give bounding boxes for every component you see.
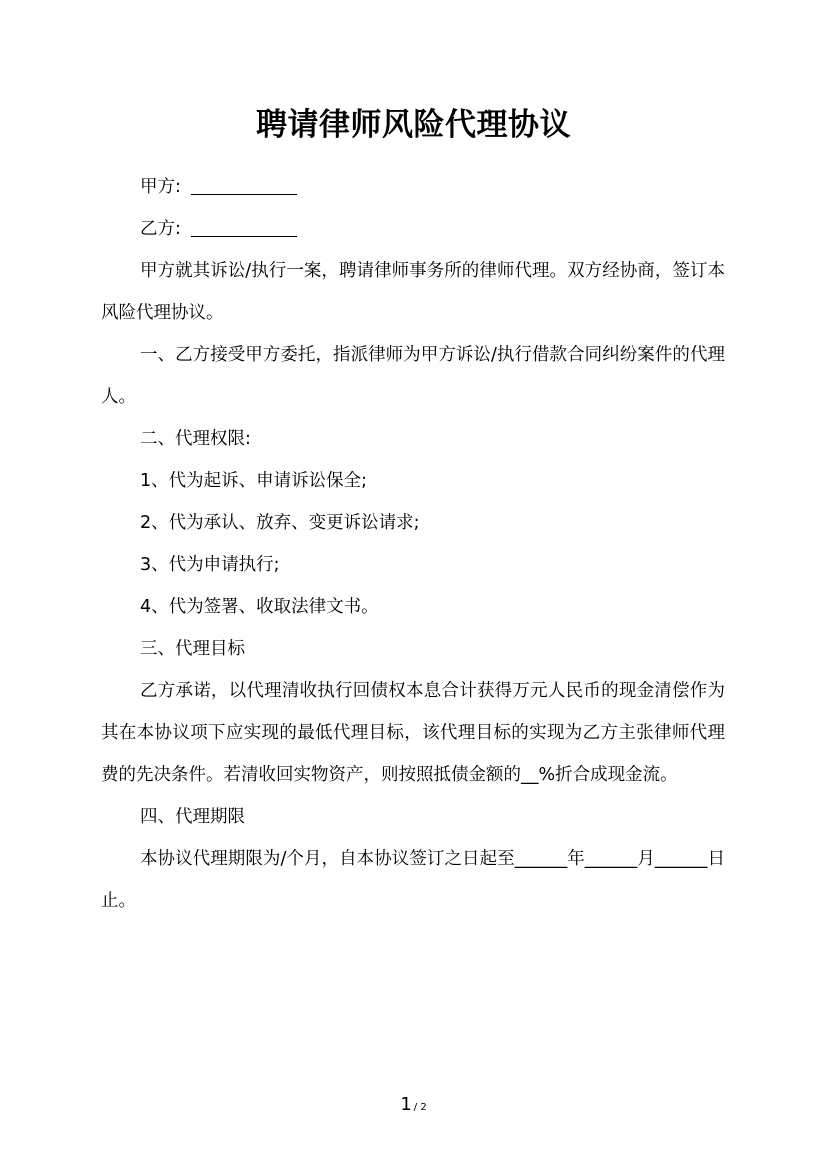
page-number (0, 1094, 827, 1115)
party-b-line (101, 208, 725, 250)
party-b-blank (191, 216, 297, 237)
section-3-heading: 三、代理目标 (140, 639, 245, 659)
document-body (101, 166, 725, 922)
authority-item-2: 2、代为承认、放弃、变更诉讼请求; (140, 513, 420, 533)
section-2-heading: 二、代理权限: (140, 429, 251, 449)
section-4-heading: 四、代理期限 (140, 807, 245, 827)
authority-item-1: 1、代为起诉、申请诉讼保全; (140, 471, 368, 491)
section-3-paragraph: 乙方承诺，以代理清收执行回债权本息合计获得万元人民币的现金清偿作为其在本协议项下应实现的最低代理目标，该代理目标的实现为乙方主张律师代理费的先决条件。若清收回实物资产，则按照抵债金额的__%折合成现金流。 (101, 681, 725, 785)
document-title: 聘请律师风险代理协议 (256, 107, 571, 143)
party-a-label: 甲方: (140, 177, 181, 197)
authority-item-4: 4、代为签署、收取法律文书。 (140, 597, 379, 617)
authority-item-3: 3、代为申请执行; (140, 555, 280, 575)
party-b-label: 乙方: (140, 219, 181, 239)
party-a-line (101, 166, 725, 208)
party-a-blank (191, 174, 297, 195)
page-total: / 2 (413, 1102, 427, 1113)
section-4-paragraph: 本协议代理期限为/个月，自本协议签订之日起至______年______月______日止。 (101, 849, 725, 911)
section-1-paragraph: 一、乙方接受甲方委托，指派律师为甲方诉讼/执行借款合同纠纷案件的代理人。 (101, 345, 725, 407)
intro-paragraph: 甲方就其诉讼/执行一案，聘请律师事务所的律师代理。双方经协商，签订本风险代理协议。 (101, 261, 725, 323)
page-current: 1 (400, 1094, 412, 1115)
